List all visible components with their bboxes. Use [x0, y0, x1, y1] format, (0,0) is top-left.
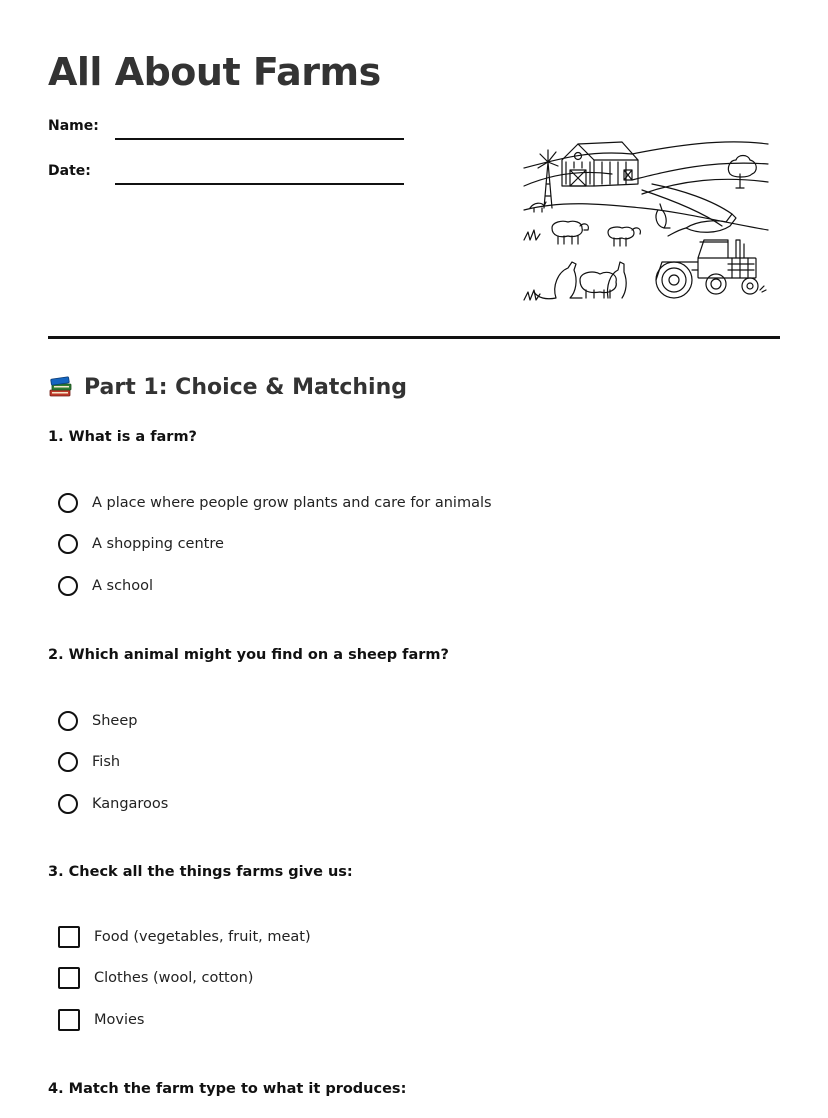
checkbox[interactable]: [58, 967, 80, 989]
option-label: A school: [92, 578, 154, 594]
radio-button[interactable]: [58, 752, 78, 772]
q1-option-2[interactable]: [58, 532, 224, 556]
option-label: Clothes (wool, cotton): [94, 970, 254, 986]
option-label: Movies: [94, 1012, 145, 1028]
q1-option-1[interactable]: [58, 491, 492, 515]
checkbox[interactable]: [58, 1009, 80, 1031]
date-label: Date:: [48, 163, 91, 179]
option-label: Kangaroos: [92, 796, 169, 812]
name-label: Name:: [48, 118, 99, 134]
q2-option-1[interactable]: [58, 709, 137, 733]
option-label: Food (vegetables, fruit, meat): [94, 929, 311, 945]
option-label: Fish: [92, 754, 121, 770]
q3-option-2[interactable]: [58, 966, 253, 990]
question-1: 1. What is a farm?: [48, 429, 197, 445]
name-line[interactable]: [115, 138, 404, 140]
section-divider: [48, 336, 780, 339]
question-2: 2. Which animal might you find on a sheep farm?: [48, 647, 449, 663]
q2-option-2[interactable]: [58, 750, 120, 774]
q1-option-3[interactable]: [58, 574, 153, 598]
part1-heading: [48, 374, 407, 400]
radio-button[interactable]: [58, 711, 78, 731]
q2-option-3[interactable]: [58, 792, 168, 816]
option-label: Sheep: [92, 713, 138, 729]
radio-button[interactable]: [58, 576, 78, 596]
checkbox[interactable]: [58, 926, 80, 948]
question-4: 4. Match the farm type to what it produces:: [48, 1081, 407, 1097]
radio-button[interactable]: [58, 794, 78, 814]
option-label: A shopping centre: [92, 536, 224, 552]
date-line[interactable]: [115, 183, 404, 185]
name-field[interactable]: [48, 118, 408, 142]
part1-heading-text: Part 1: Choice & Matching: [84, 374, 408, 400]
q3-option-3[interactable]: [58, 1008, 144, 1032]
radio-button[interactable]: [58, 534, 78, 554]
option-label: A place where people grow plants and care for animals: [92, 495, 492, 511]
q3-option-1[interactable]: [58, 925, 311, 949]
books-icon: [48, 374, 74, 400]
question-3: 3. Check all the things farms give us:: [48, 864, 353, 880]
radio-button[interactable]: [58, 493, 78, 513]
date-field[interactable]: [48, 163, 408, 187]
farm-scene-icon: [522, 130, 772, 308]
page-title: All About Farms: [48, 50, 381, 94]
